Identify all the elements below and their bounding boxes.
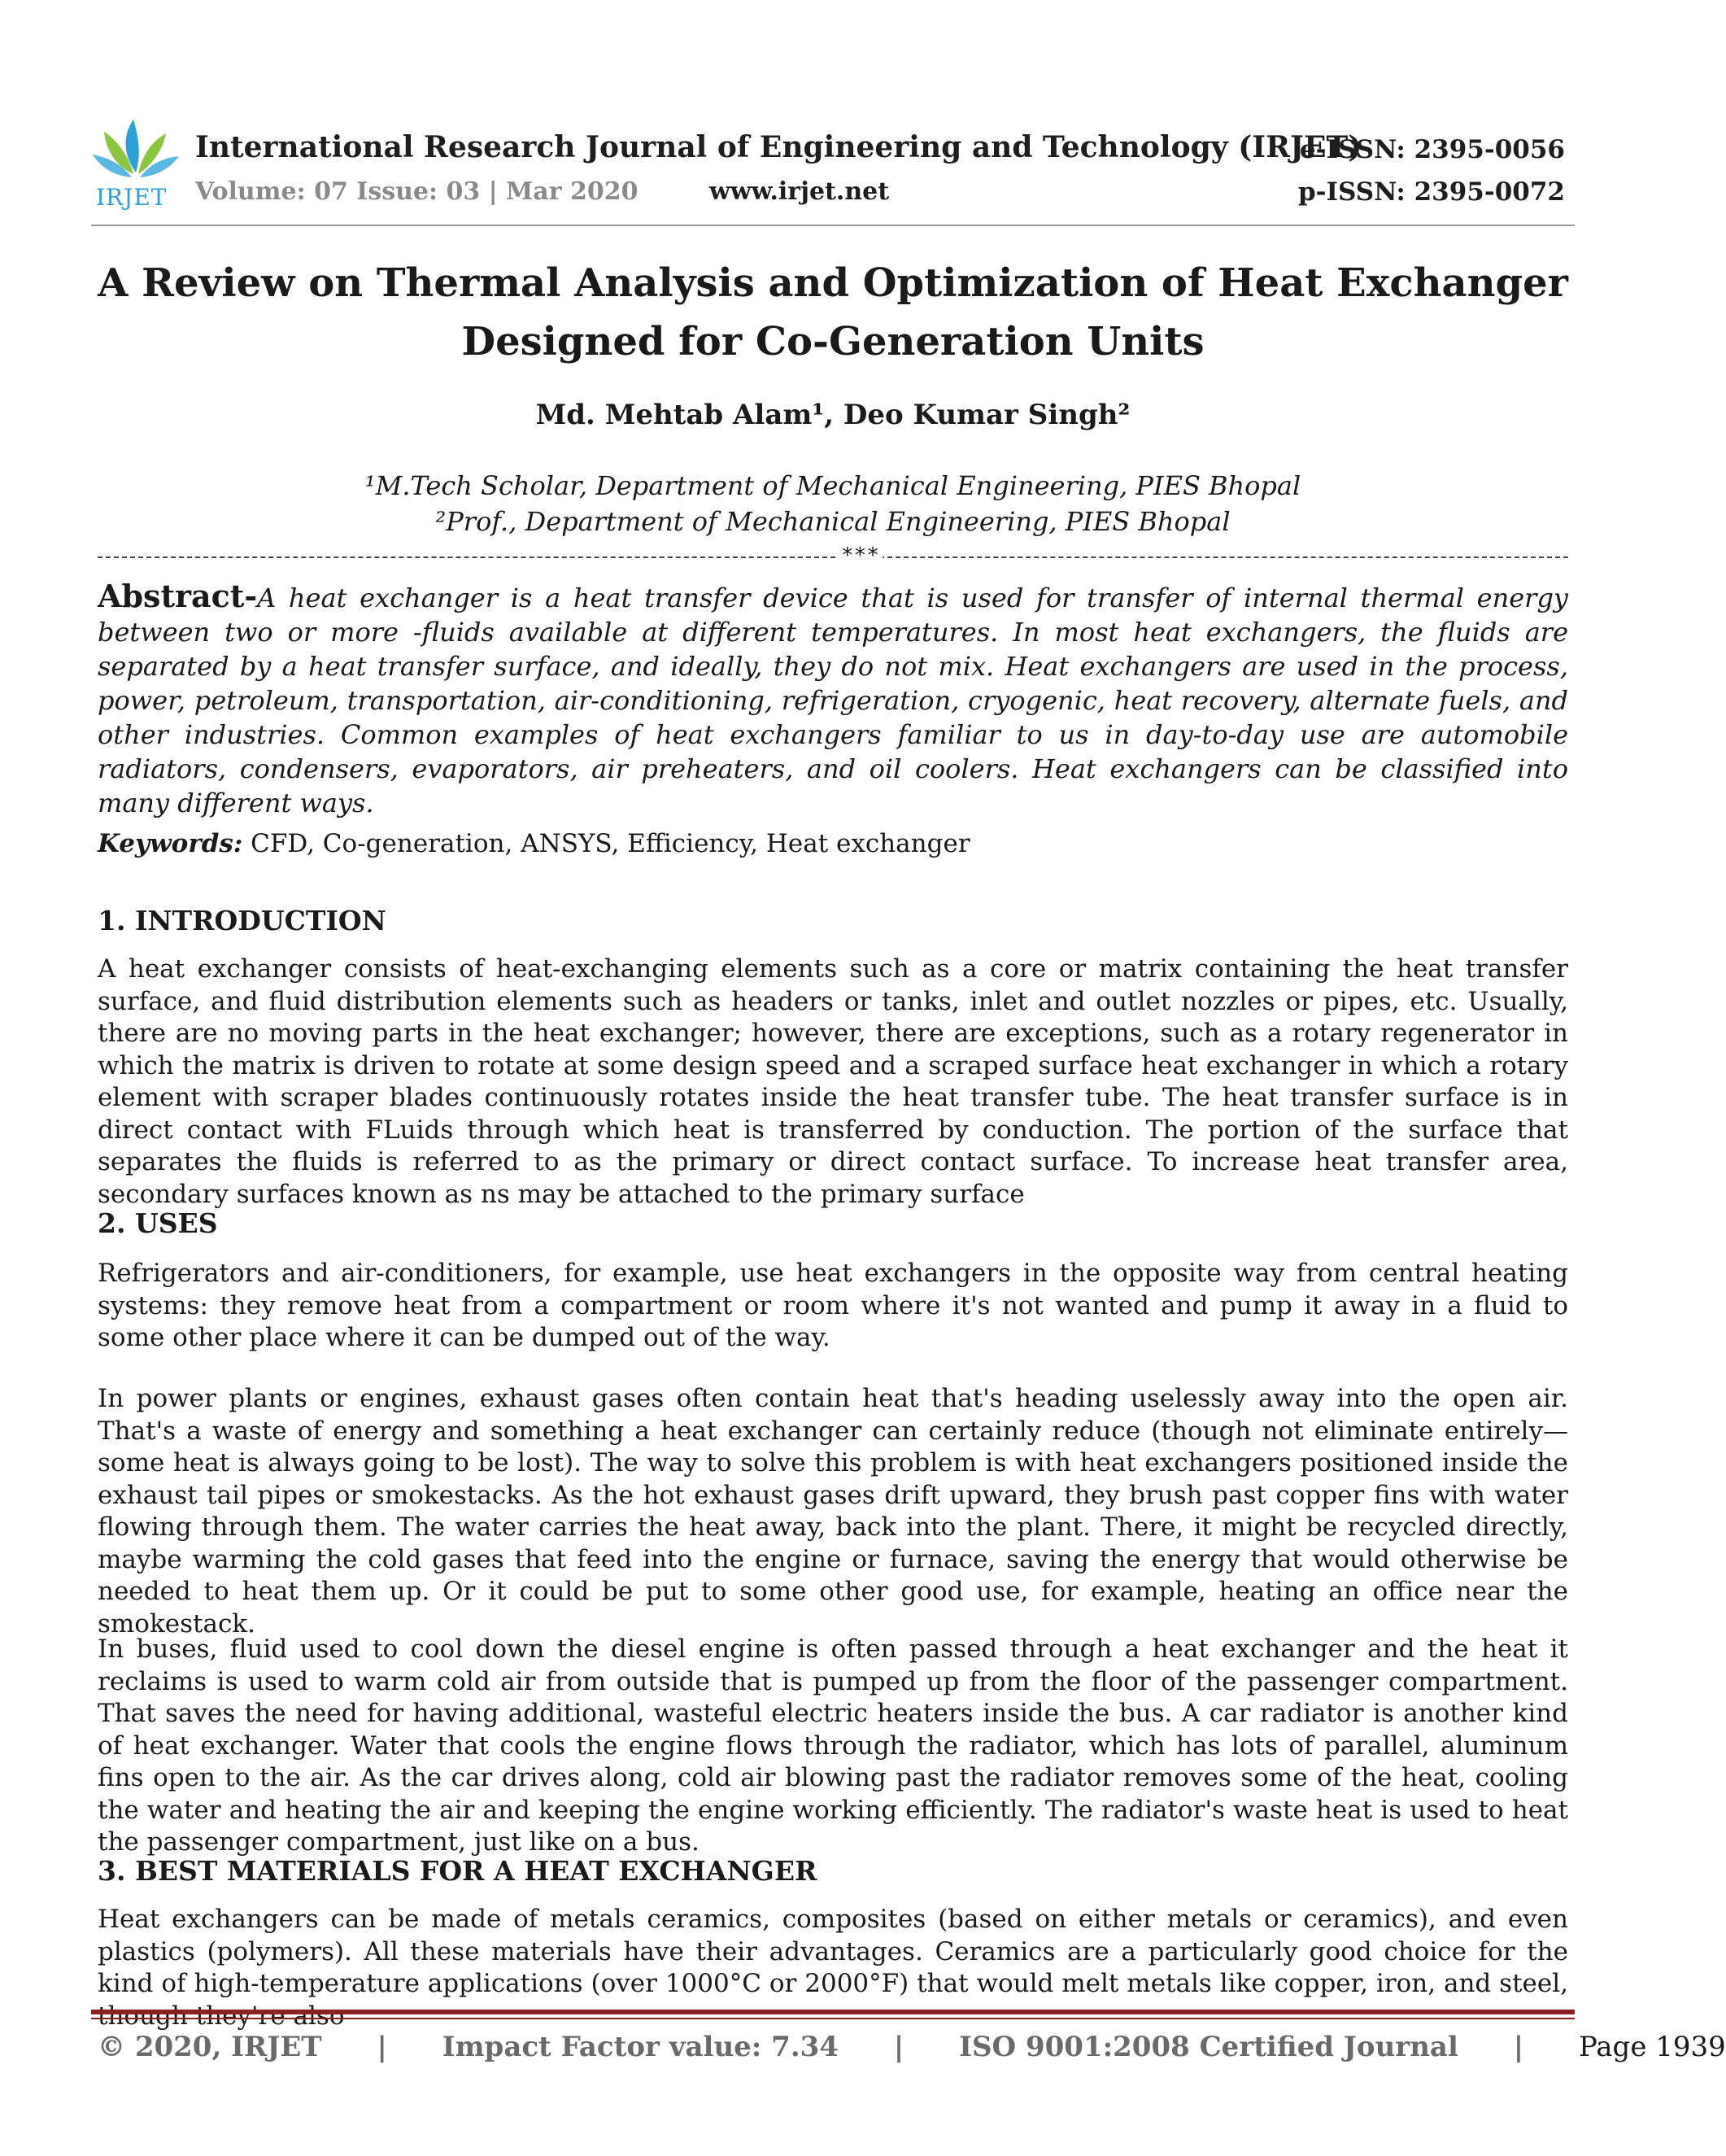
uses-paragraph-3: In buses, fluid used to cool down the diesel engine is often passed through a heat exchanger and the heat it reclaims is used to warm cold air from outside that is pumped up from the floor of the passenger compartment. That saves the need for having additional, wasteful electric heaters inside the bus. A car radiator is another kind of heat exchanger. Water that cools the engine flows through the radiator, which has lots of parallel, aluminum fins open to the air. As the car drives along, cold air blowing past the radiator removes some of the heat, cooling the water and heating the air and keeping the engine working efficiently. The radiator's waste heat is used to heat the passenger compartment, just like on a bus.: [98, 1634, 1568, 1857]
pissn: p-ISSN: 2395-0072: [1297, 177, 1565, 207]
section-heading-introduction: 1. INTRODUCTION: [98, 905, 386, 936]
abstract-text: A heat exchanger is a heat transfer device that is used for transfer of internal thermal energy between two or more -fluids available at different temperatures. In most heat exchangers, the fluids are separated by a heat transfer surface, and ideally, they do not mix. Heat exchangers are used in the process, power, petroleum, transportation, air-conditioning, refrigeration, cryogenic, heat recovery, alternate fuels, and other industries. Common examples of heat exchangers familiar to us in day-to-day use are automobile radiators, condensers, evaporators, air preheaters, and oil coolers. Heat exchangers can be classified into many different ways.: [98, 583, 1568, 818]
page-number: Page 1939: [1578, 2031, 1726, 2063]
volume-info: Volume: 07 Issue: 03 | Mar 2020: [195, 177, 639, 206]
irjet-logo: [91, 116, 181, 213]
journal-name: International Research Journal of Engineering and Technology (IRJET): [195, 130, 1362, 164]
paper-title: [91, 254, 1575, 371]
eissn: e-ISSN: 2395-0056: [1299, 135, 1565, 164]
title-line-1: A Review on Thermal Analysis and Optimization of Heat Exchanger: [98, 260, 1568, 306]
logo-text: IRJET: [96, 184, 168, 211]
footer-divider: |: [893, 2031, 904, 2063]
uses-paragraph-1: Refrigerators and air-conditioners, for example, use heat exchangers in the opposite way from central heating systems: they remove heat from a compartment or room where it's not wanted and pump it away in a fluid to some other place where it can be dumped out of the way.: [98, 1259, 1568, 1352]
keywords-text: CFD, Co-generation, ANSYS, Efficiency, Heat exchanger: [251, 829, 970, 858]
title-line-2: Designed for Co-Generation Units: [461, 319, 1205, 364]
header-divider: [91, 225, 1575, 226]
footer-impact-factor: Impact Factor value: 7.34: [442, 2031, 839, 2063]
footer-rule-thick: [91, 2010, 1575, 2014]
abstract-label: Abstract-: [98, 578, 258, 614]
keywords: [98, 828, 1568, 861]
footer-divider: |: [1513, 2031, 1524, 2063]
footer-iso: ISO 9001:2008 Certified Journal: [959, 2031, 1458, 2063]
authors: Md. Mehtab Alam¹, Deo Kumar Singh²: [535, 399, 1131, 431]
abstract: [98, 579, 1568, 820]
footer-copyright: © 2020, IRJET: [98, 2031, 322, 2063]
footer-divider: |: [377, 2031, 387, 2063]
footer-rule-thin: [91, 2018, 1575, 2019]
section-heading-materials: 3. BEST MATERIALS FOR A HEAT EXCHANGER: [98, 1855, 817, 1887]
section-separator: [98, 556, 1568, 558]
affiliation-2: ²Prof., Department of Mechanical Engineering, PIES Bhopal: [435, 506, 1231, 537]
affiliation-1: ¹M.Tech Scholar, Department of Mechanical Engineering, PIES Bhopal: [364, 470, 1301, 501]
introduction-paragraph: A heat exchanger consists of heat-exchanging elements such as a core or matrix containing the heat transfer surface, and fluid distribution elements such as headers or tanks, inlet and outlet nozzles or pipes, etc. Usually, there are no moving parts in the heat exchanger; however, there are exceptions, such as a rotary regenerator in which the matrix is driven to rotate at some design speed and a scraped surface heat exchanger in which a rotary element with scraper blades continuously rotates inside the heat transfer tube. The heat transfer surface is in direct contact with FLuids through which heat is transferred by conduction. The portion of the surface that separates the fluids is referred to as the primary or direct contact surface. To increase heat transfer area, secondary surfaces known as ns may be attached to the primary surface: [98, 954, 1568, 1209]
separator-stars: ***: [838, 543, 883, 568]
keywords-label: Keywords:: [98, 829, 243, 858]
materials-paragraph: Heat exchangers can be made of metals ceramics, composites (based on either metals or ceramics), and even plastics (polymers). All these materials have their advantages. Ceramics are a particularly good choice for the kind of high-temperature applications (over 1000°C or 2000°F) that would melt metals like copper, iron, and steel, though they're also: [98, 1905, 1568, 2031]
page-footer: [98, 2031, 1726, 2063]
uses-paragraph-2: In power plants or engines, exhaust gases often contain heat that's heading uselessly away into the open air. That's a waste of energy and something a heat exchanger can certainly reduce (though not eliminate entirely—some heat is always going to be lost). The way to solve this problem is with heat exchangers positioned inside the exhaust tail pipes or smokestacks. As the hot exhaust gases drift upward, they brush past copper fins with water flowing through them. The water carries the heat away, back into the plant. There, it might be recycled directly, maybe warming the cold gases that feed into the engine or furnace, saving the energy that would otherwise be needed to heat them up. Or it could be put to some other good use, for example, heating an office near the smokestack.: [98, 1384, 1568, 1639]
journal-website[interactable]: www.irjet.net: [709, 177, 890, 206]
section-heading-uses: 2. USES: [98, 1207, 218, 1239]
